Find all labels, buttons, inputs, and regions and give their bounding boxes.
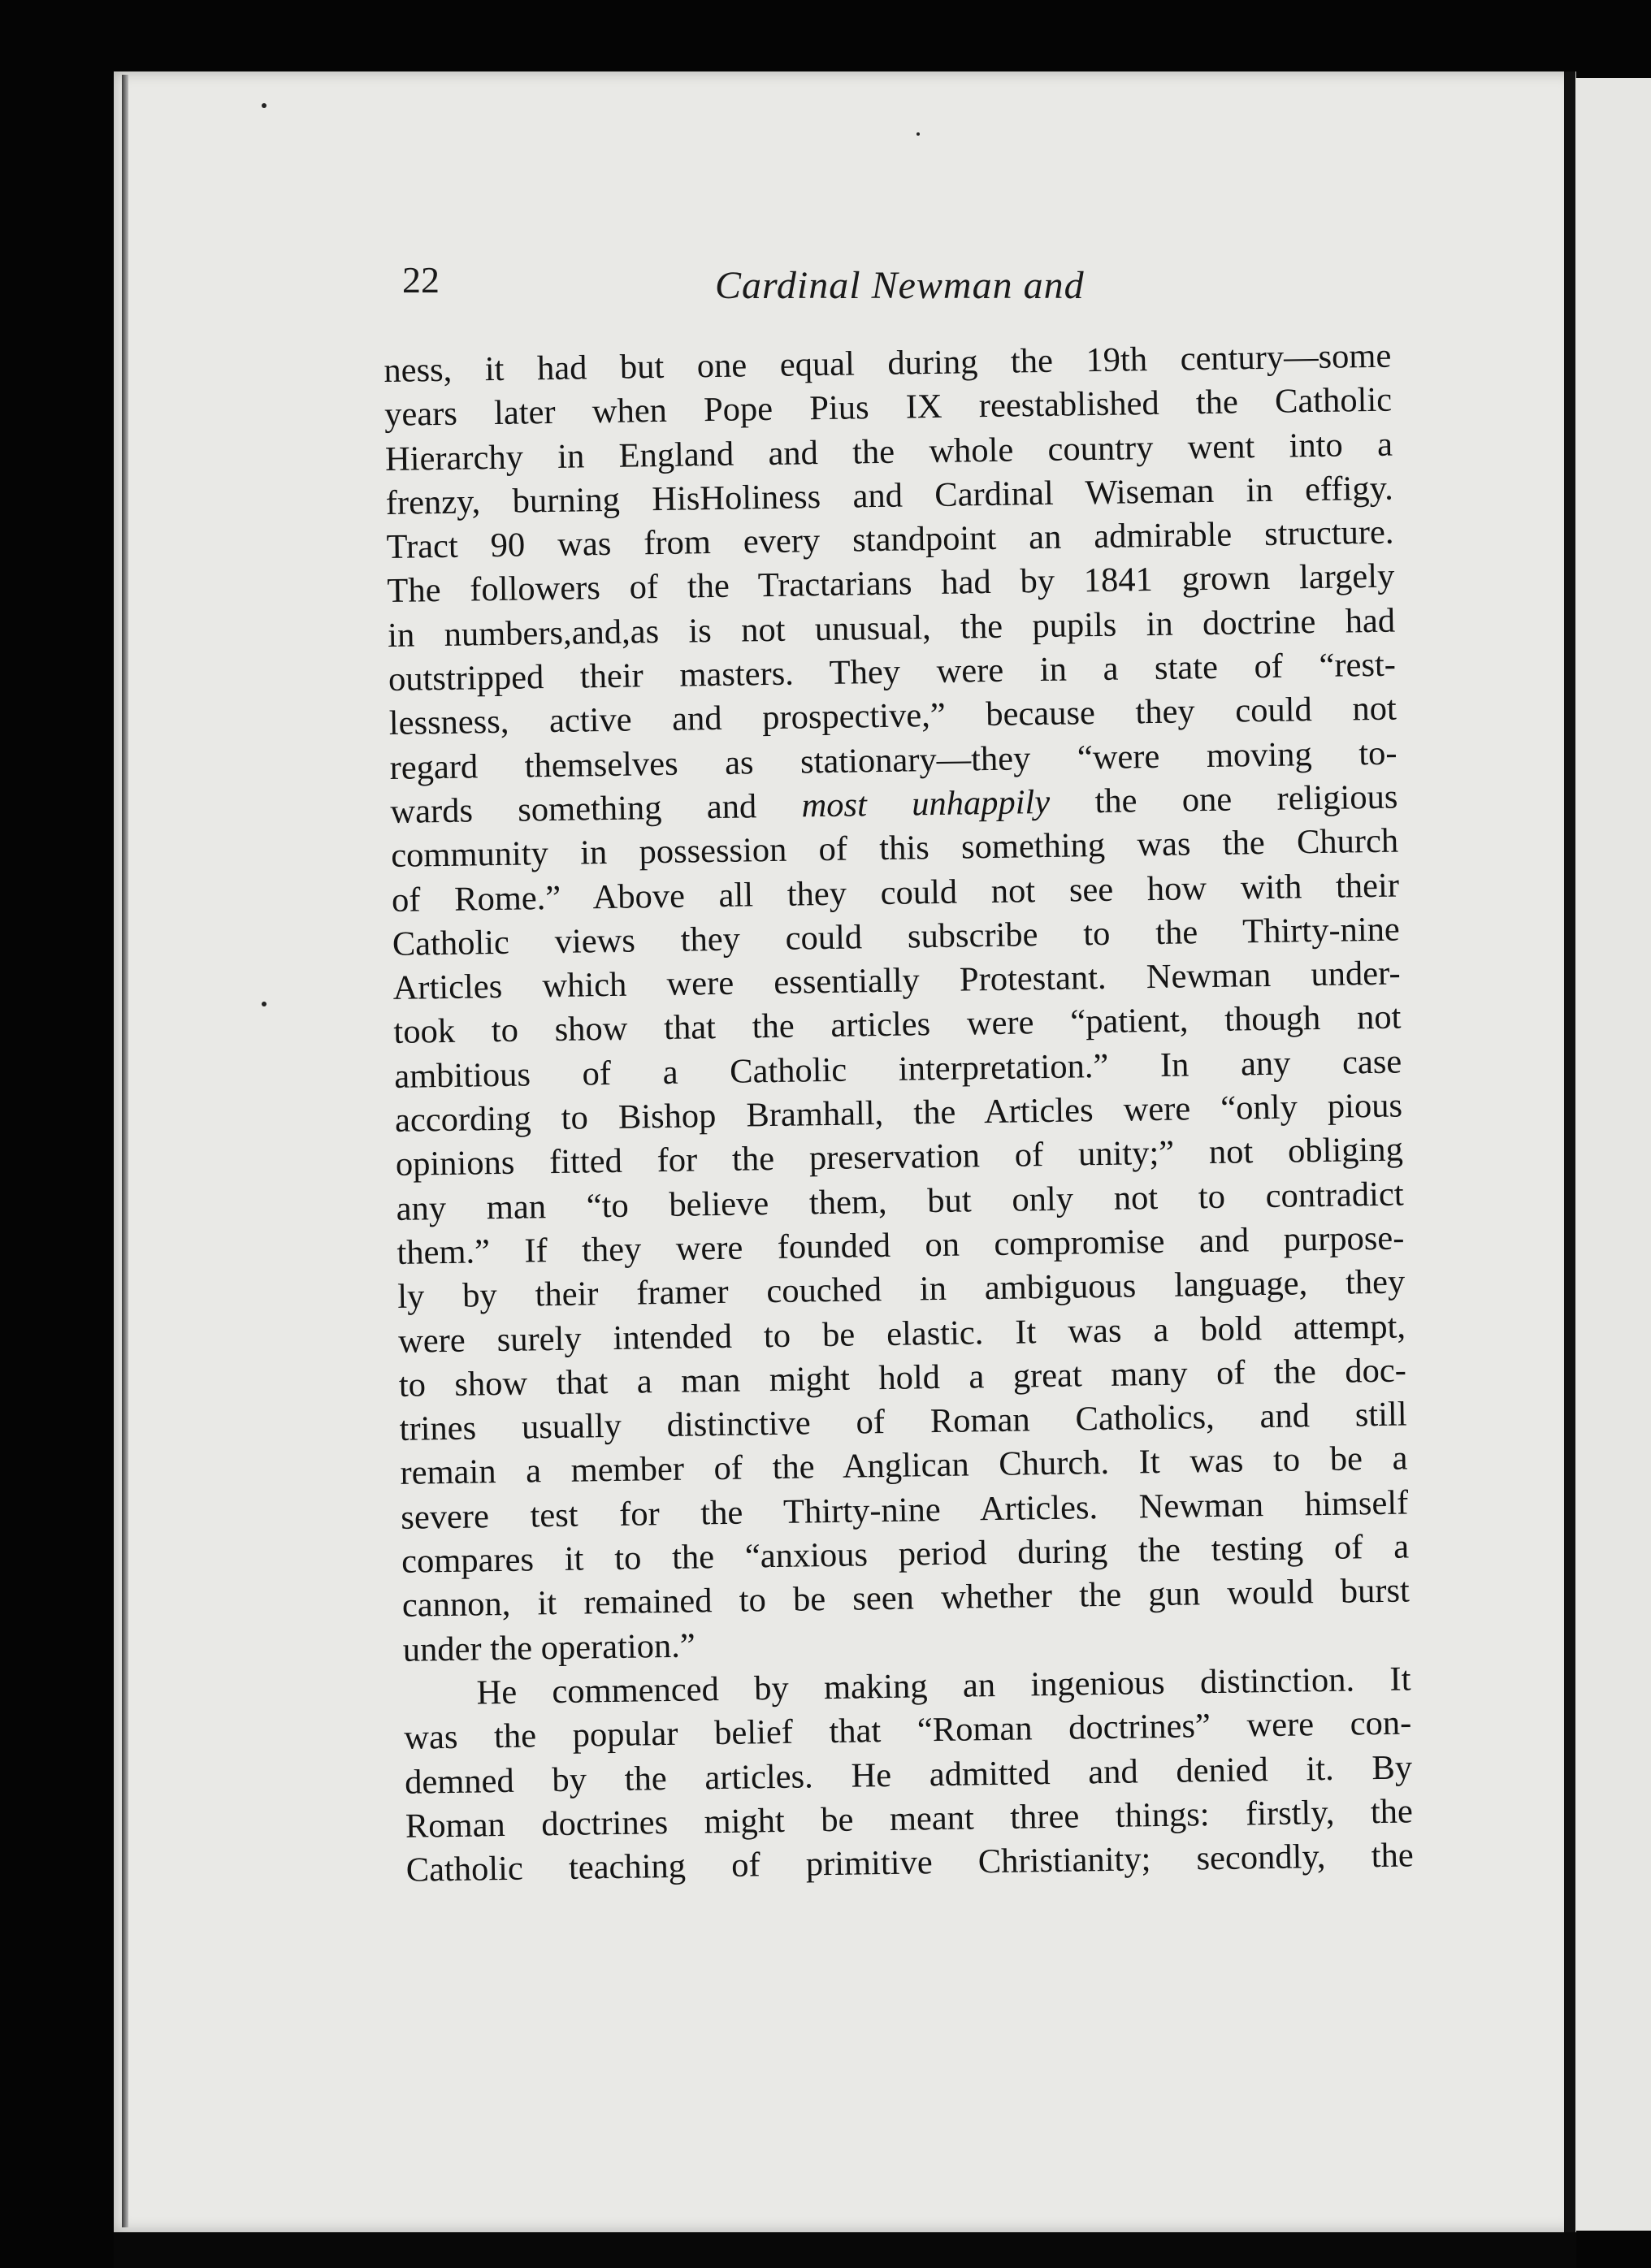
scan-speck [262, 103, 266, 108]
text-line: were surely intended to be elastic. It was a bold attempt, [397, 1307, 1406, 1361]
running-head: Cardinal Newman and [715, 264, 1085, 307]
paragraph-start-line: He commenced by making an ingenious distinction. It [476, 1660, 1411, 1712]
text-segment: the one religious [1049, 777, 1398, 821]
text-line: Roman doctrines might be meant three things: firstly, the [405, 1792, 1414, 1846]
next-page-sliver [1575, 78, 1651, 2231]
scan-speck [262, 1002, 266, 1006]
text-line: Catholic views they could subscribe to the Thirty-nine [392, 910, 1401, 963]
text-segment: wards something and [390, 786, 802, 831]
scan-border-bottom [114, 2232, 1576, 2268]
text-line: Tract 90 was from every standpoint an admirable structure. [386, 513, 1394, 567]
text-line: The followers of the Tractarians had by 1841 grown largely [387, 557, 1395, 611]
text-line: in numbers,and,as is not unusual, the pupils in doctrine had [387, 601, 1396, 655]
text-line: community in possession of this something was the Church [390, 821, 1399, 876]
text-line: to show that a man might hold a great many of the doc- [398, 1351, 1407, 1405]
text-line: took to show that the articles were “patient, though not [393, 998, 1402, 1052]
text-line: opinions fitted for the preservation of unity;” not obliging [395, 1130, 1404, 1184]
text-line: ly by their framer couched in ambiguous language, they [396, 1262, 1406, 1317]
text-line: demned by the articles. He admitted and denied it. By [404, 1747, 1413, 1802]
text-line: any man “to believe them, but only not to contradict [396, 1175, 1404, 1228]
text-line: frenzy, burning HisHoliness and Cardinal Wiseman in effigy. [385, 469, 1394, 522]
text-line: ambitious of a Catholic interpretation.” In any case [393, 1042, 1402, 1096]
text-line: remain a member of the Anglican Church. It was to be a [400, 1439, 1408, 1493]
text-line: trines usually distinctive of Roman Catholics, and still [399, 1395, 1407, 1448]
page-edge-divider [1564, 71, 1575, 2232]
text-line: regard themselves as stationary—they “were moving to- [389, 734, 1398, 787]
text-line: compares it to the “anxious period during the testing of a [401, 1527, 1410, 1581]
text-line: outstripped their masters. They were in a state of “rest- [388, 645, 1397, 699]
text-line: Catholic teaching of primitive Christianity; secondly, the [405, 1836, 1414, 1889]
italic-emphasis: most unhappily [801, 782, 1051, 825]
text-line: ness, it had but one equal during the 19th century—some [384, 336, 1392, 390]
text-line: according to Bishop Bramhall, the Articles were “only pious [394, 1086, 1403, 1140]
page-gutter-shadow [122, 75, 128, 2227]
scan-speck [916, 132, 920, 136]
text-line: of Rome.” Above all they could not see how with their [391, 866, 1400, 920]
text-line: severe test for the Thirty-nine Articles. Newman himself [400, 1483, 1409, 1537]
paragraph-end-line: under the operation.” [402, 1626, 696, 1669]
body-text [384, 335, 1414, 1894]
text-line: cannon, it remained to be seen whether the gun would burst [401, 1571, 1410, 1625]
text-line: Hierarchy in England and the whole country went into a [384, 425, 1393, 478]
text-line: years later when Pope Pius IX reestablished the Catholic [384, 380, 1393, 435]
page-number: 22 [402, 259, 440, 301]
text-line: Articles which were essentially Protestant. Newman under- [392, 954, 1401, 1008]
text-line: them.” If they were founded on compromise and purpose- [396, 1218, 1405, 1272]
text-line: lessness, active and prospective,” because they could not [388, 689, 1398, 743]
text-line: was the popular belief that “Roman doctrines” were con- [404, 1703, 1412, 1758]
